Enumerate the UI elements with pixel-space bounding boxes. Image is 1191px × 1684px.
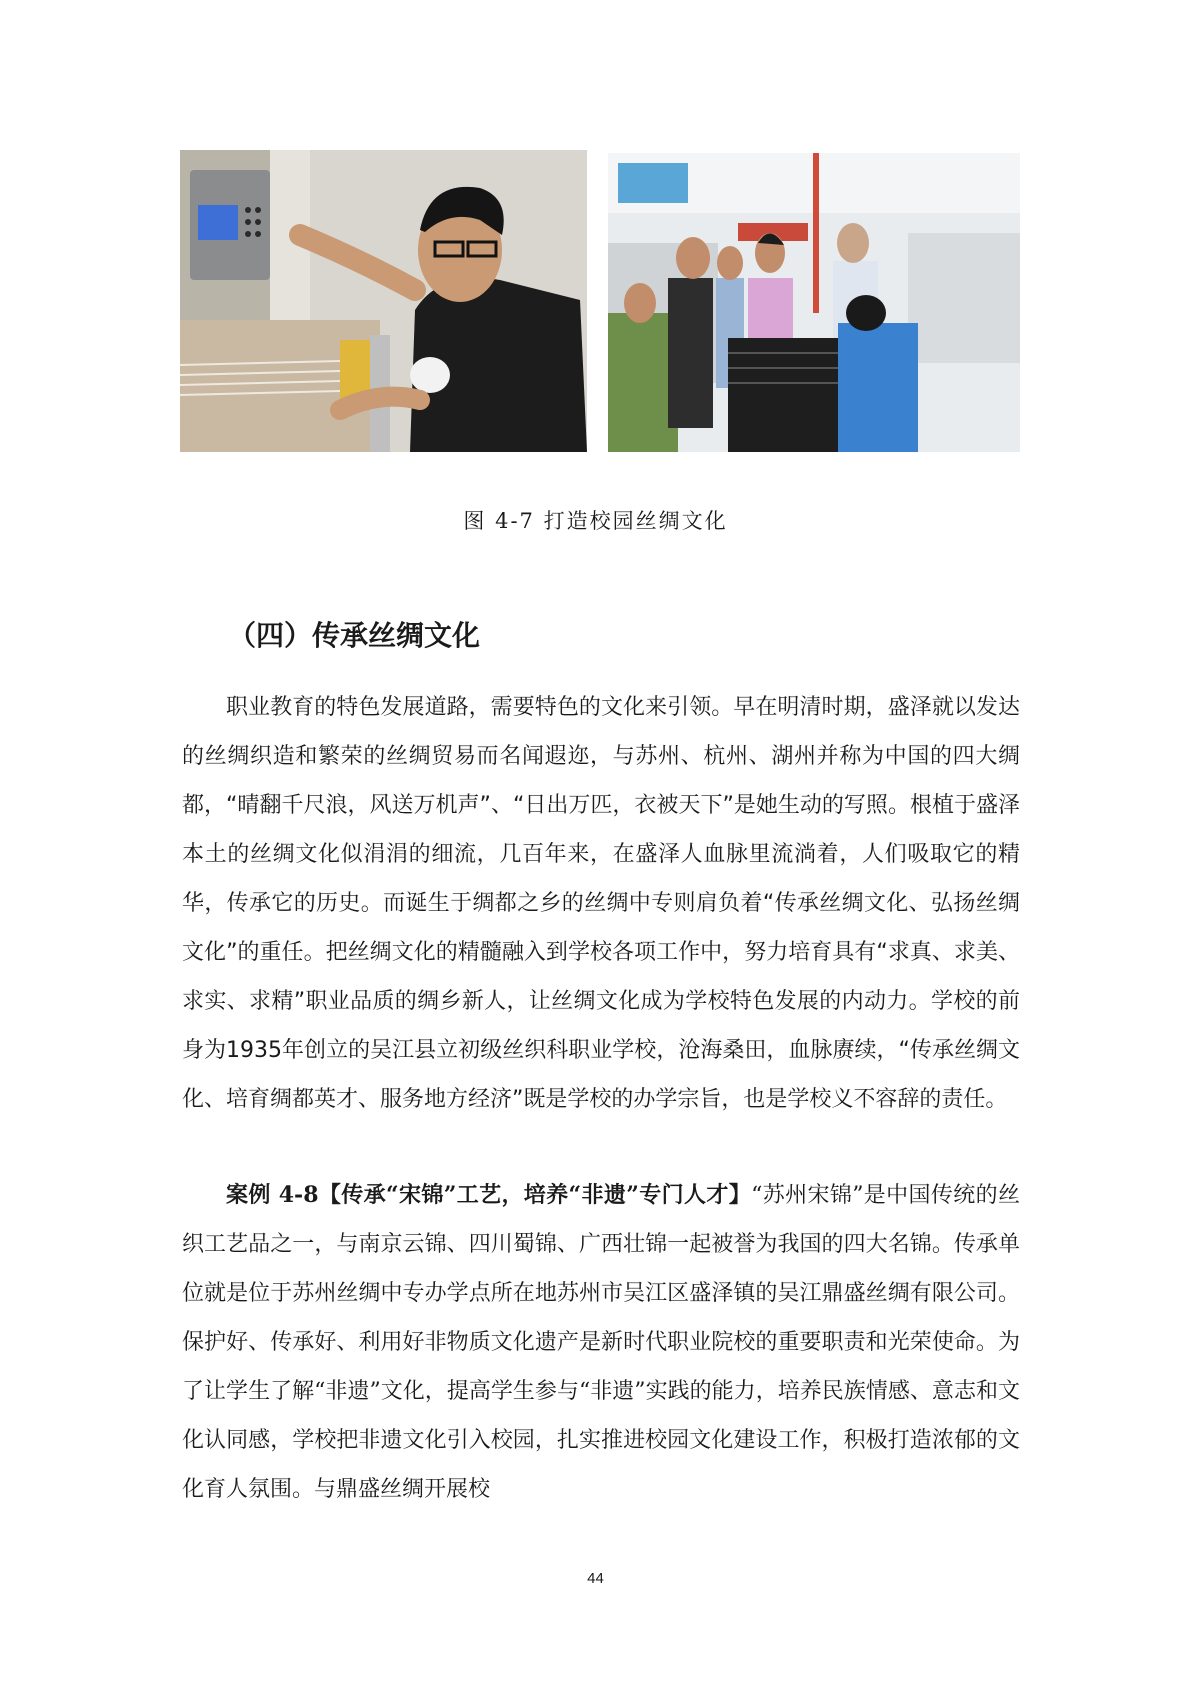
- case-paragraph: [182, 1171, 1020, 1514]
- case-title: 案例 4-8【传承“宋锦”工艺，培养“非遗”专门人才】: [226, 1182, 752, 1208]
- visitors-workshop-photo: [608, 153, 1020, 452]
- body-paragraph: 职业教育的特色发展道路，需要特色的文化来引领。早在明清时期，盛泽就以发达的丝绸织造和繁荣的丝绸贸易而名闻遐迩，与苏州、杭州、湖州并称为中国的四大绸都，“晴翻千尺浪，风送万机声”、“日出万匹，衣被天下”是她生动的写照。根植于盛泽本土的丝绸文化似涓涓的细流，几百年来，在盛泽人血脉里流淌着，人们吸取它的精华，传承它的历史。而诞生于绸都之乡的丝绸中专则肩负着“传承丝绸文化、弘扬丝绸文化”的重任。把丝绸文化的精髓融入到学校各项工作中，努力培育具有“求真、求美、求实、求精”职业品质的绸乡新人，让丝绸文化成为学校特色发展的内动力。学校的前身为1935年创立的吴江县立初级丝织科职业学校，沧海桑田，血脉赓续，“传承丝绸文化、培育绸都英才、服务地方经济”既是学校的办学宗旨，也是学校义不容辞的责任。: [182, 695, 1020, 1112]
- case-body: “苏州宋锦”是中国传统的丝织工艺品之一，与南京云锦、四川蜀锦、广西壮锦一起被誉为我国的四大名锦。传承单位就是位于苏州丝绸中专办学点所在地苏州市吴江区盛泽镇的吴江鼎盛丝绸有限公司。保护好、传承好、利用好非物质文化遗产是新时代职业院校的重要职责和光荣使命。为了让学生了解“非遗”文化，提高学生参与“非遗”实践的能力，培养民族情感、意志和文化认同感，学校把非遗文化引入校园，扎实推进校园文化建设工作，积极打造浓郁的文化育人氛围。与鼎盛丝绸开展校: [182, 1183, 1020, 1502]
- page-number: 44: [587, 1570, 604, 1587]
- figure-caption: 图 4-7 打造校园丝绸文化: [463, 509, 728, 533]
- weaving-student-photo: [180, 150, 587, 452]
- section-heading: （四）传承丝绸文化: [228, 619, 481, 652]
